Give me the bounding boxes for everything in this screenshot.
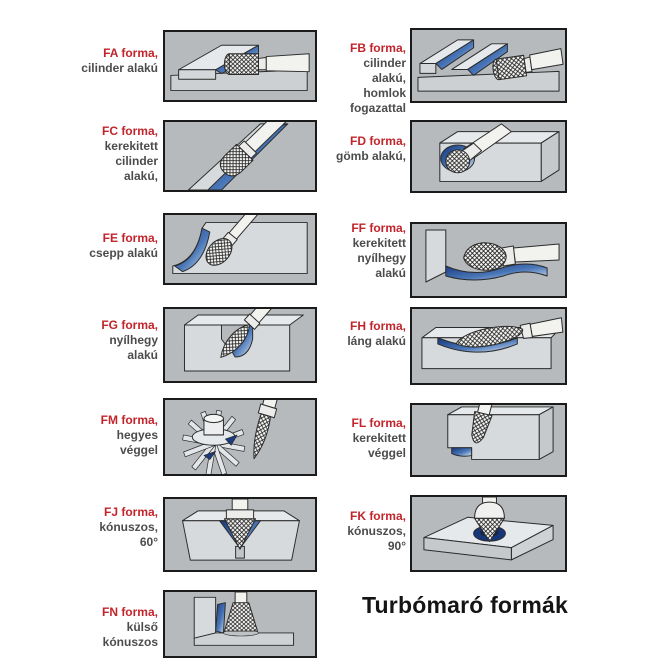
label-fl (298, 416, 406, 461)
entry-desc-fd: gömb alakú, (335, 149, 406, 163)
fa-cylinder-illustration (165, 32, 315, 100)
figure-fl-rounded-end (410, 403, 567, 477)
entry-code-fd: FD forma, (349, 134, 406, 148)
entry-code-fe: FE forma, (102, 231, 158, 245)
entry-desc-fb-4: fogazattal (349, 101, 406, 115)
figure-fm-pointed-taper (163, 398, 317, 476)
fg-pointed-tree-illustration (165, 309, 315, 381)
entry-code-fn: FN forma, (101, 605, 158, 619)
entry-code-fj: FJ forma, (103, 505, 158, 519)
label-fh (298, 319, 406, 349)
entry-desc-fn-2: kónuszos (102, 635, 158, 649)
figure-fa-cylinder (163, 30, 317, 102)
fc-rounded-cylinder-illustration (165, 122, 315, 190)
entry-desc-ff-1: kerekitett (352, 236, 406, 250)
entry-desc-ff-2: nyílhegy (357, 251, 406, 265)
figure-fh-flame (410, 307, 567, 385)
fb-cylinder-end-cut-illustration (412, 30, 565, 101)
fd-ball-illustration (412, 122, 565, 191)
entry-desc-fm-2: véggel (119, 443, 158, 457)
entry-desc-fh: láng alakú (347, 334, 406, 348)
fj-cone-60-illustration (165, 499, 315, 570)
entry-code-ff: FF forma, (351, 221, 406, 235)
label-fd (298, 134, 406, 164)
entry-code-fk: FK forma, (349, 509, 406, 523)
entry-desc-fj-1: kónuszos, (99, 520, 158, 534)
label-fc (38, 124, 158, 184)
figure-fk-cone-90 (410, 495, 567, 572)
entry-code-fm: FM forma, (100, 413, 158, 427)
figure-fe-drop (163, 213, 317, 285)
entry-desc-fc-3: alakú, (123, 169, 158, 183)
ff-rounded-tree-illustration (412, 224, 565, 296)
label-fm (38, 413, 158, 458)
entry-desc-fc-1: kerekitett (104, 139, 158, 153)
fm-pointed-taper-illustration (165, 400, 315, 474)
label-fg (38, 318, 158, 363)
entry-desc-fb-2: alakú, (371, 71, 406, 85)
entry-desc-fn-1: külső (126, 620, 158, 634)
figure-fn-inverse-cone (163, 590, 317, 658)
entry-desc-fe: csepp alakú (89, 246, 158, 260)
entry-code-fc: FC forma, (101, 124, 158, 138)
fh-flame-illustration (412, 309, 565, 383)
label-fj (38, 505, 158, 550)
fe-drop-illustration (165, 215, 315, 283)
entry-desc-fj-2: 60° (139, 535, 158, 549)
entry-desc-fg-2: alakú (127, 348, 158, 362)
entry-desc-fc-2: cilinder (115, 154, 158, 168)
label-fe (38, 231, 158, 261)
entry-code-fa: FA forma, (103, 46, 158, 60)
entry-desc-fb-1: cilinder (363, 56, 406, 70)
figure-fg-pointed-tree (163, 307, 317, 383)
entry-code-fl: FL forma, (351, 416, 406, 430)
figure-fj-cone-60 (163, 497, 317, 572)
label-fb (298, 41, 406, 116)
figure-fb-cylinder-end-cut (410, 28, 567, 103)
label-fa (38, 46, 158, 76)
entry-desc-fa: cilinder alakú (81, 61, 158, 75)
fn-inverse-cone-illustration (165, 592, 315, 656)
entry-desc-fl-1: kerekitett (352, 431, 406, 445)
entry-desc-fm-1: hegyes (116, 428, 158, 442)
page-title: Turbómaró formák (362, 592, 568, 618)
entry-desc-fg-1: nyílhegy (109, 333, 158, 347)
figure-ff-rounded-tree (410, 222, 567, 298)
label-ff (298, 221, 406, 281)
figure-fd-ball (410, 120, 567, 193)
entry-desc-fb-3: homlok (363, 86, 406, 100)
entry-desc-fk-2: 90° (387, 539, 406, 553)
entry-desc-ff-3: alakú (375, 266, 406, 280)
figure-fc-rounded-cylinder (163, 120, 317, 192)
entry-code-fg: FG forma, (101, 318, 158, 332)
entry-desc-fk-1: kónuszos, (347, 524, 406, 538)
fl-rounded-end-illustration (412, 405, 565, 475)
fk-cone-90-illustration (412, 497, 565, 570)
label-fk (298, 509, 406, 554)
entry-desc-fl-2: véggel (367, 446, 406, 460)
entry-code-fh: FH forma, (349, 319, 406, 333)
entry-code-fb: FB forma, (349, 41, 406, 55)
label-fn (38, 605, 158, 650)
